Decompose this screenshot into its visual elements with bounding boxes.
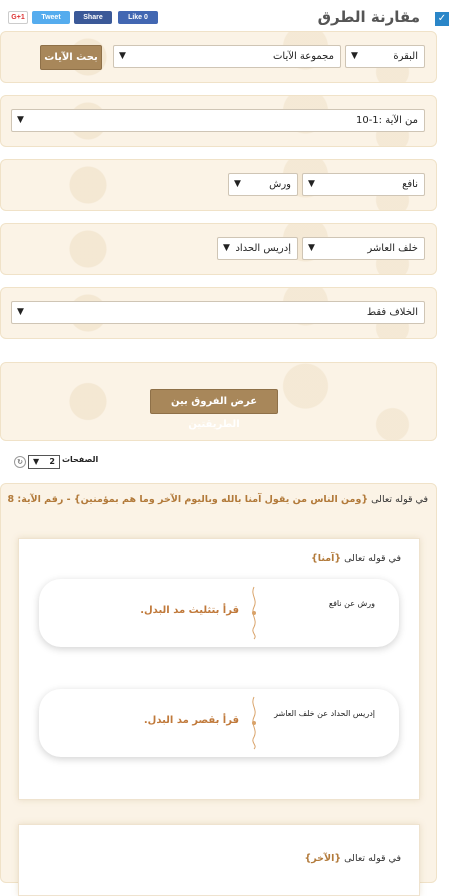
pagination-label: الصفحات — [62, 455, 99, 464]
tweet-button[interactable]: Tweet — [32, 11, 70, 24]
path2-reader-value: خلف العاشر — [367, 243, 418, 254]
refresh-icon[interactable]: ↻ — [14, 456, 26, 468]
riwaya-name: ورش عن نافع — [328, 599, 375, 608]
search-verses-button[interactable]: بحث الآيات — [40, 45, 102, 70]
ornament-divider-icon — [249, 585, 259, 641]
triangle-down-icon: ▼ — [17, 115, 24, 125]
word-text: {آمنا} — [310, 553, 342, 564]
range-label: من الآية : — [378, 115, 418, 126]
ayah-label: - رقم الآية: — [14, 494, 74, 505]
word-prefix: في قوله تعالى — [341, 853, 401, 864]
triangle-down-icon: ▼ — [33, 457, 40, 466]
reading-text: قرأ بقصر مد البدل. — [143, 715, 239, 726]
word-card — [18, 824, 420, 896]
filter-panel — [0, 287, 437, 339]
path2-narrator-select[interactable] — [217, 237, 298, 260]
path1-narrator-value: ورش — [269, 179, 291, 190]
triangle-down-icon: ▼ — [119, 51, 126, 61]
verse-prefix: في قوله تعالى — [368, 494, 428, 505]
search-panel — [0, 31, 437, 83]
checkbox-icon: ✓ — [435, 12, 449, 26]
reading-text: قرأ بتثليث مد البدل. — [140, 605, 239, 616]
facebook-like-button[interactable]: Like 0 — [118, 11, 158, 24]
ayah-number: 8 — [7, 494, 15, 505]
word-heading — [311, 553, 401, 564]
compare-panel — [0, 362, 437, 441]
page-select-value: 2 — [49, 457, 55, 466]
path2-reader-select[interactable] — [302, 237, 425, 260]
word-heading — [304, 853, 401, 864]
path1-reader-select[interactable] — [302, 173, 425, 196]
group-select-value: مجموعة الآيات — [273, 51, 334, 62]
group-select[interactable] — [113, 45, 341, 68]
path1-reader-value: نافع — [402, 179, 418, 190]
riwaya-card — [39, 689, 399, 757]
triangle-down-icon: ▼ — [223, 243, 230, 253]
verse-range-text — [356, 115, 418, 126]
range-panel — [0, 95, 437, 147]
ornament-divider-icon — [249, 695, 259, 751]
gplus-button[interactable]: G+1 — [8, 11, 28, 24]
word-prefix: في قوله تعالى — [341, 553, 401, 564]
riwaya-card — [39, 579, 399, 647]
compare-paths-button[interactable]: عرض الفروق بين الطريقتين — [150, 389, 278, 414]
triangle-down-icon: ▼ — [308, 243, 315, 253]
triangle-down-icon: ▼ — [308, 179, 315, 189]
path2-panel — [0, 223, 437, 275]
word-card — [18, 538, 420, 800]
top-bar — [0, 0, 450, 30]
triangle-down-icon: ▼ — [351, 51, 358, 61]
path2-narrator-value: إدريس الحداد — [235, 243, 291, 254]
path1-narrator-select[interactable] — [228, 173, 298, 196]
results-panel — [0, 483, 437, 883]
triangle-down-icon: ▼ — [234, 179, 241, 189]
path1-panel — [0, 159, 437, 211]
riwaya-name: إدريس الحداد عن خلف العاشر — [274, 709, 375, 718]
verse-text: {ومن الناس من يقول آمنا بالله وباليوم الآخر وما هم بمؤمنين} — [73, 494, 369, 505]
range-value: 1-10 — [355, 115, 379, 126]
page-title: مقارنة الطرق — [317, 8, 420, 26]
verse-range-select[interactable] — [11, 109, 425, 132]
word-text: {الآخر} — [304, 853, 342, 864]
verse-heading — [8, 494, 428, 505]
surah-select[interactable] — [345, 45, 425, 68]
triangle-down-icon: ▼ — [17, 307, 24, 317]
difference-filter-select[interactable] — [11, 301, 425, 324]
facebook-share-button[interactable]: Share — [74, 11, 112, 24]
difference-filter-value: الخلاف فقط — [366, 307, 418, 318]
page-select[interactable] — [28, 455, 60, 469]
surah-select-value: البقرة — [393, 51, 418, 62]
